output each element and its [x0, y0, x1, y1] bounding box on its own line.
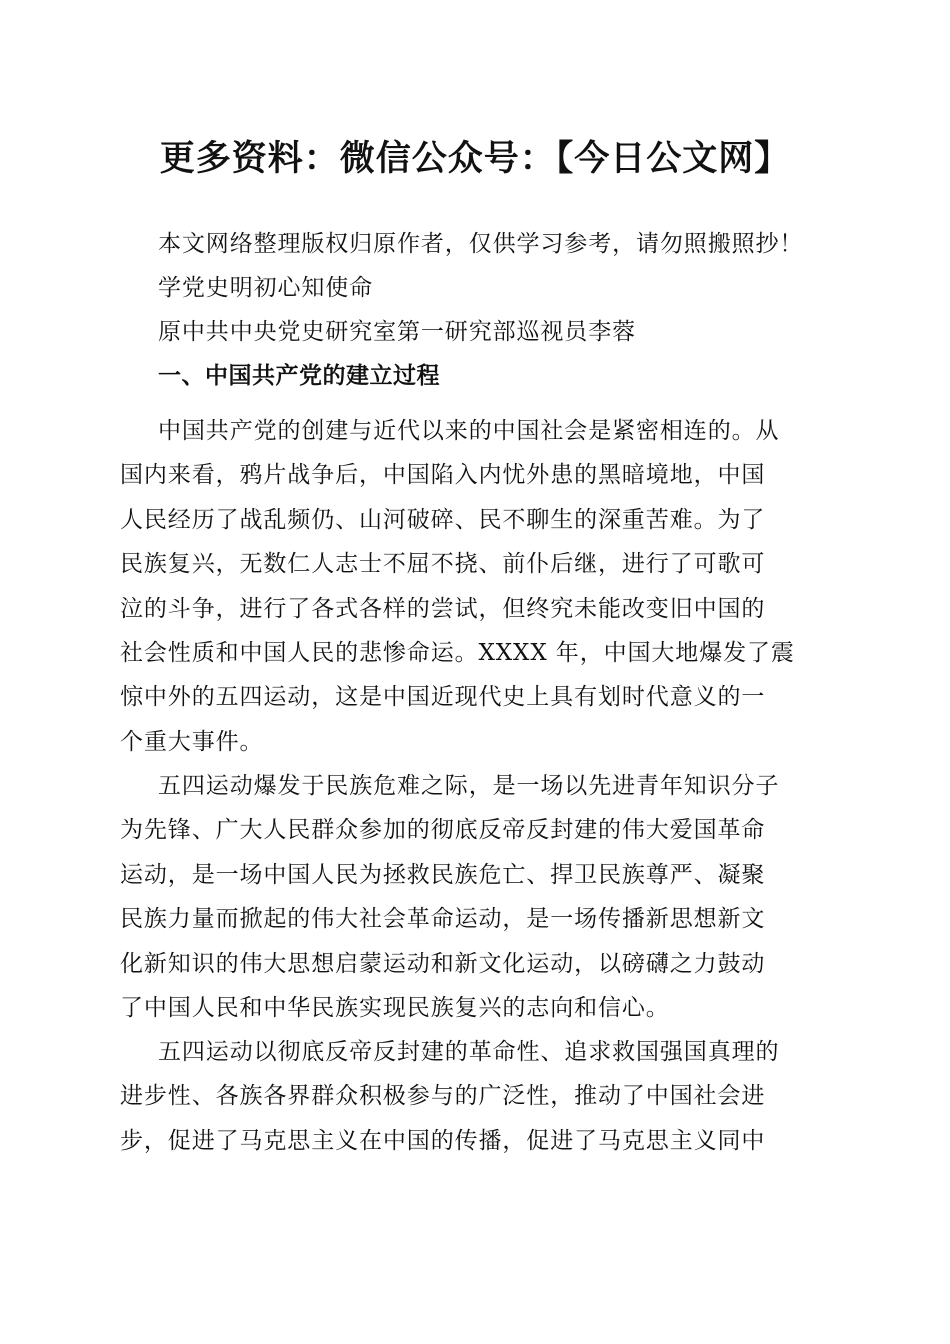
paragraph-line: 泣的斗争，进行了各式各样的尝试，但终究未能改变旧中国的	[120, 595, 766, 622]
paragraph-line: 五四运动以彻底反帝反封建的革命性、追求救国强国真理的	[158, 1039, 780, 1065]
document-author: 原中共中央党史研究室第一研究部巡视员李蓉	[158, 319, 636, 345]
paragraph-line: 运动，是一场中国人民为拯救民族危亡、捍卫民族尊严、凝聚	[120, 861, 766, 888]
paragraph-line: 民族力量而掀起的伟大社会革命运动，是一场传播新思想新文	[120, 906, 766, 933]
paragraph-1	[120, 409, 830, 764]
paragraph-line: 步，促进了马克思主义在中国的传播，促进了马克思主义同中	[120, 1127, 766, 1154]
paragraph-2	[120, 764, 830, 1030]
paragraph-line: 社会性质和中国人民的悲惨命运。XXXX 年，中国大地爆发了震	[120, 639, 795, 666]
paragraph-line: 化新知识的伟大思想启蒙运动和新文化运动，以磅礴之力鼓动	[120, 950, 766, 977]
intro-block	[120, 222, 830, 398]
paragraph-line: 国内来看，鸦片战争后，中国陷入内忧外患的黑暗境地，中国	[120, 462, 766, 489]
page-title: 更多资料：微信公众号：【今日公文网】	[159, 138, 791, 179]
copyright-notice: 本文网络整理版权归原作者，仅供学习参考，请勿照搬照抄！	[158, 231, 804, 257]
paragraph-line: 五四运动爆发于民族危难之际，是一场以先进青年知识分子	[158, 773, 780, 799]
paragraph-line: 个重大事件。	[120, 728, 264, 755]
paragraph-3	[120, 1030, 830, 1163]
paragraph-line: 为先锋、广大人民群众参加的彻底反帝反封建的伟大爱国革命	[120, 817, 766, 844]
paragraph-line: 人民经历了战乱频仍、山河破碎、民不聊生的深重苦难。为了	[120, 506, 766, 533]
paragraph-line: 惊中外的五四运动，这是中国近现代史上具有划时代意义的一	[120, 684, 766, 711]
paragraph-line: 民族复兴，无数仁人志士不屈不挠、前仆后继，进行了可歌可	[120, 551, 766, 578]
paragraph-line: 中国共产党的创建与近代以来的中国社会是紧密相连的。从	[158, 418, 780, 444]
paragraph-line: 了中国人民和中华民族实现民族复兴的志向和信心。	[120, 994, 670, 1021]
section-heading: 一、中国共产党的建立过程	[158, 363, 440, 389]
document-subject: 学党史明初心知使命	[158, 275, 374, 301]
paragraph-line: 进步性、各族各界群众积极参与的广泛性，推动了中国社会进	[120, 1083, 766, 1110]
